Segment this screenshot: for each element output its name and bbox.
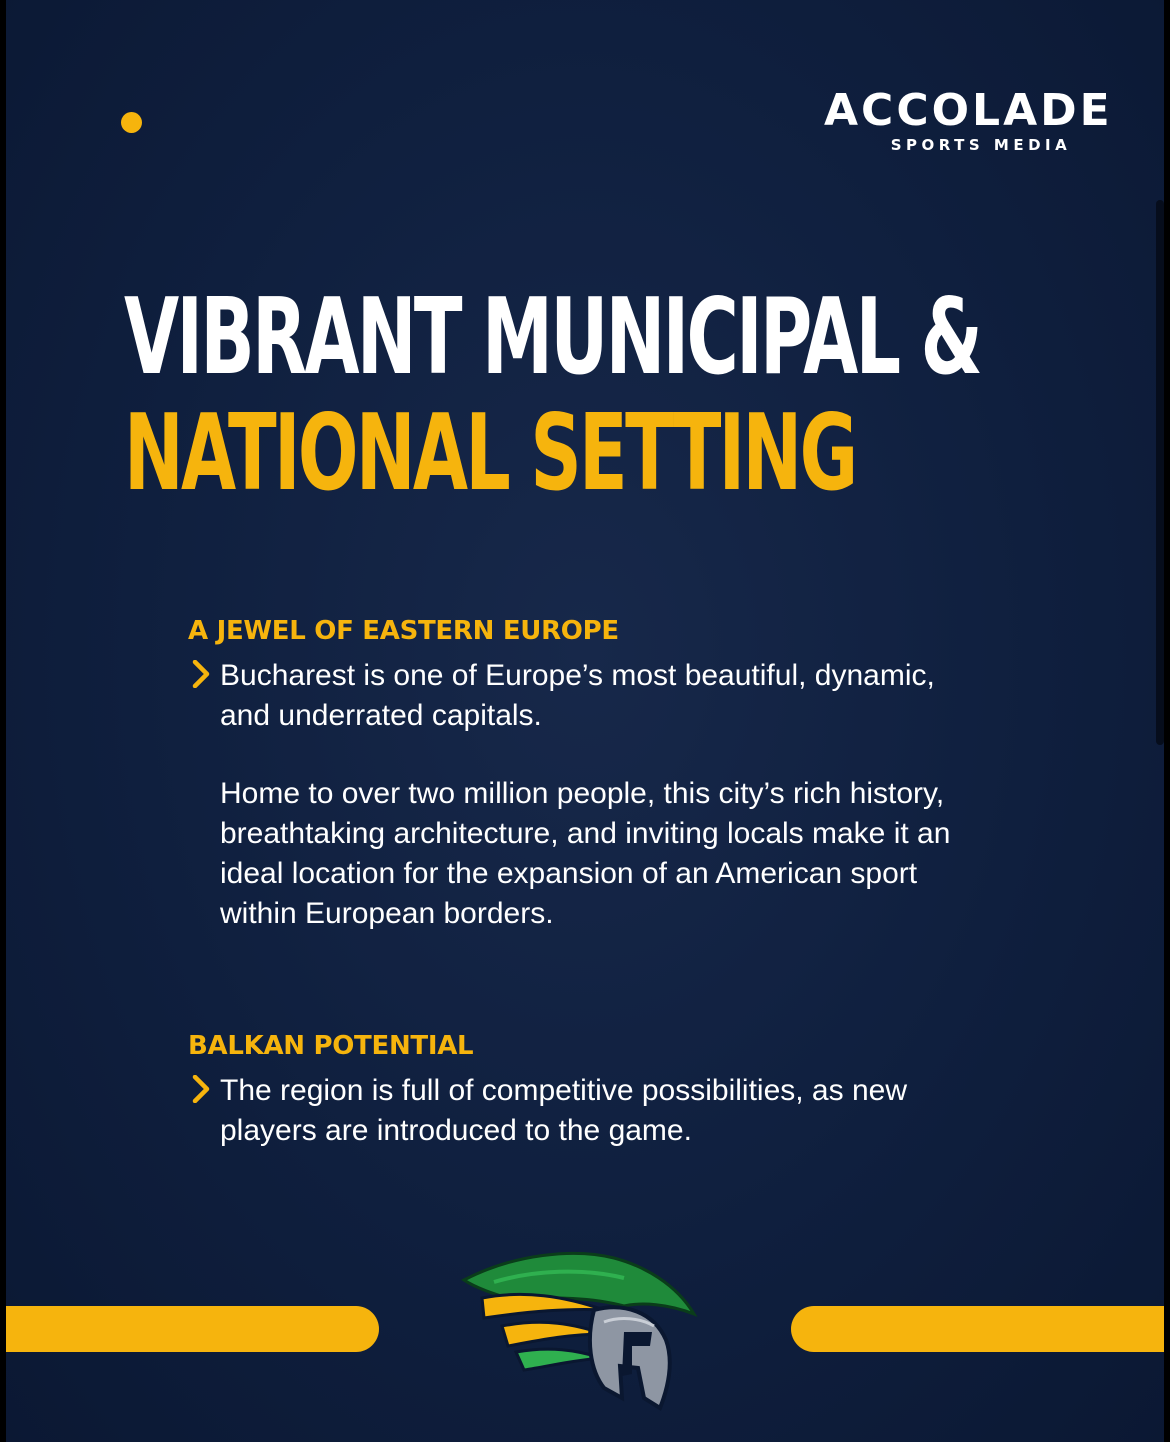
page-title — [124, 277, 1024, 515]
bullet-item — [188, 1071, 958, 1151]
logo-tagline: SPORTS MEDIA — [890, 136, 1072, 154]
logo-wordmark: ACCOLADE — [824, 85, 1113, 136]
chevron-right-icon — [192, 660, 210, 688]
body-paragraph: Bucharest is one of Europe’s most beautiful, dynamic, and underrated capitals. — [220, 659, 935, 732]
headline-line-1: VIBRANT MUNICIPAL & — [124, 277, 981, 399]
body-paragraph: The region is full of competitive possibilities, as new players are introduced to the game. — [220, 1074, 907, 1147]
decorative-bar-right — [791, 1306, 1164, 1352]
section-heading: A JEWEL OF EASTERN EUROPE — [188, 616, 619, 646]
decorative-bar-left — [6, 1306, 379, 1352]
spartan-helmet-icon — [454, 1248, 704, 1413]
brand-logo — [824, 85, 1113, 158]
section-heading: BALKAN POTENTIAL — [188, 1031, 474, 1061]
section-jewel-of-eastern-europe — [188, 614, 958, 934]
headline-line-2: NATIONAL SETTING — [124, 393, 856, 515]
chevron-right-icon — [192, 1075, 210, 1103]
body-paragraph: Home to over two million people, this city’s rich history, breathtaking architecture, and inviting locals make it an ideal location for the expansion of an American sport within European borders. — [220, 777, 951, 930]
bullet-item — [188, 656, 958, 934]
section-balkan-potential — [188, 1029, 958, 1151]
scrollbar[interactable] — [1156, 200, 1164, 745]
poster — [6, 0, 1164, 1442]
dot-icon — [121, 112, 142, 133]
